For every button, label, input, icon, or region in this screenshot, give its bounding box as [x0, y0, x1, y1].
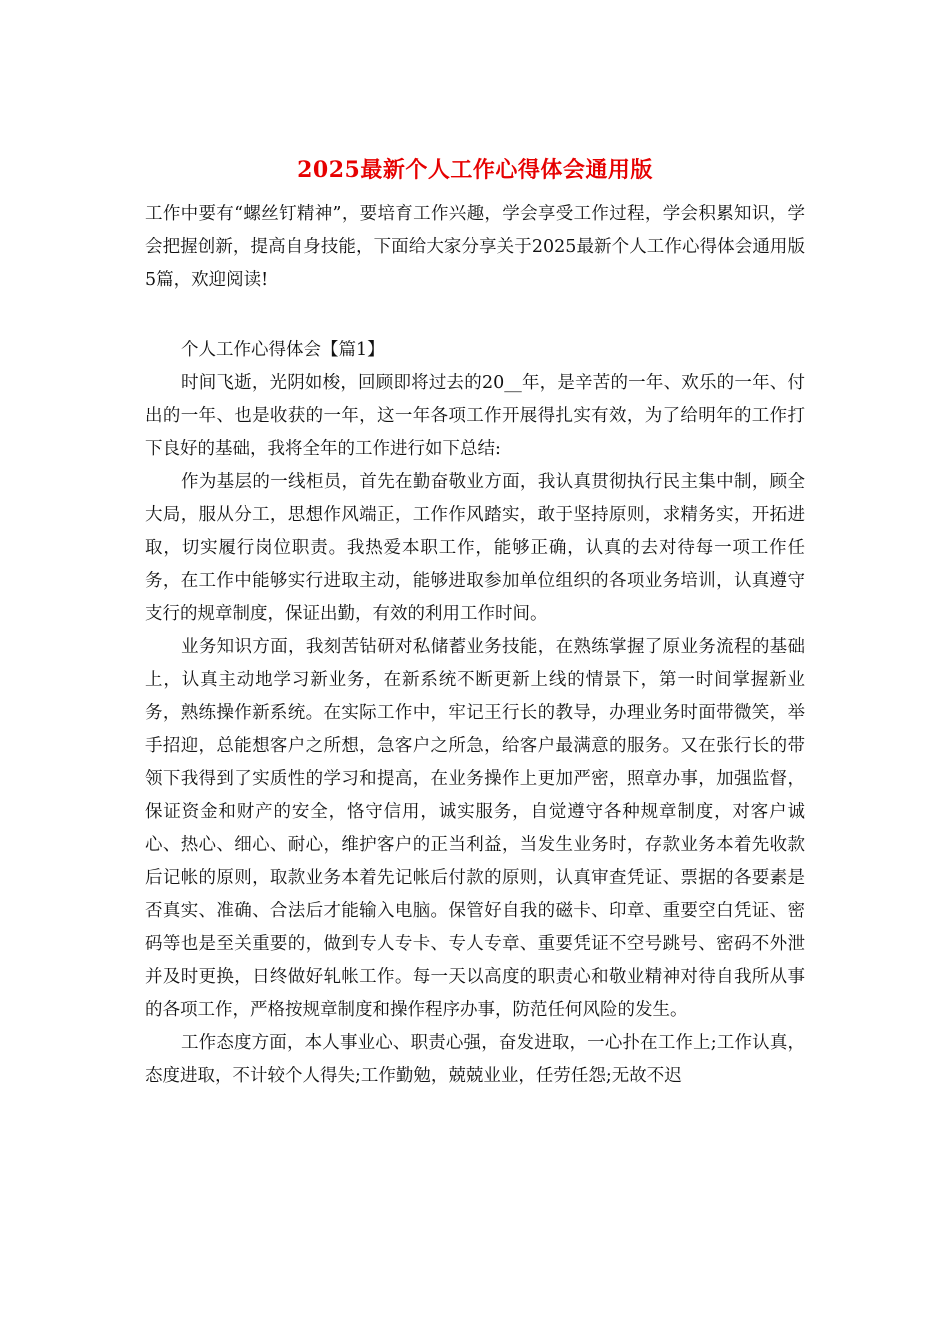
- body-paragraph-3: 业务知识方面，我刻苦钻研对私储蓄业务技能，在熟练掌握了原业务流程的基础上，认真主动地学习新业务，在新系统不断更新上线的情景下，第一时间掌握新业务，熟练操作新系统。在实际工作中，牢记王行长的教导，办理业务时面带微笑，举手招迎，总能想客户之所想，急客户之所急，给客户最满意的服务。又在张行长的带领下我得到了实质性的学习和提高，在业务操作上更加严密，照章办事，加强监督，保证资金和财产的安全，恪守信用，诚实服务，自觉遵守各种规章制度，对客户诚心、热心、细心、耐心，维护客户的正当利益，当发生业务时，存款业务本着先收款后记帐的原则，取款业务本着先记帐后付款的原则，认真审查凭证、票据的各要素是否真实、准确、合法后才能输入电脑。保管好自我的磁卡、印章、重要空白凭证、密码等也是至关重要的，做到专人专卡、专人专章、重要凭证不空号跳号、密码不外泄并及时更换，日终做好轧帐工作。每一天以高度的职责心和敬业精神对待自我所从事的各项工作，严格按规章制度和操作程序办事，防范任何风险的发生。: [145, 637, 805, 1020]
- body-paragraph-4: 工作态度方面，本人事业心、职责心强，奋发进取，一心扑在工作上;工作认真，态度进取，不计较个人得失;工作勤勉，兢兢业业，任劳任怨;无故不迟: [145, 1033, 805, 1086]
- intro-paragraph: 工作中要有“螺丝钉精神”，要培育工作兴趣，学会享受工作过程，学会积累知识，学会把握创新，提高自身技能，下面给大家分享关于2025最新个人工作心得体会通用版5篇，欢迎阅读!: [145, 204, 805, 290]
- body-paragraph-1: 时间飞逝，光阴如梭，回顾即将过去的20__年，是辛苦的一年、欢乐的一年、付出的一年、也是收获的一年，这一年各项工作开展得扎实有效，为了给明年的工作打下良好的基础，我将全年的工作进行如下总结:: [145, 373, 805, 459]
- section-heading: 个人工作心得体会【篇1】: [181, 340, 385, 360]
- document-body: [145, 148, 805, 1093]
- body-paragraph-2: 作为基层的一线柜员，首先在勤奋敬业方面，我认真贯彻执行民主集中制，顾全大局，服从分工，思想作风端正，工作作风踏实，敢于坚持原则，求精务实，开拓进取，切实履行岗位职责。我热爱本职工作，能够正确，认真的去对待每一项工作任务，在工作中能够实行进取主动，能够进取参加单位组织的各项业务培训，认真遵守支行的规章制度，保证出勤，有效的利用工作时间。: [145, 472, 805, 624]
- document-title: 2025最新个人工作心得体会通用版: [297, 157, 653, 183]
